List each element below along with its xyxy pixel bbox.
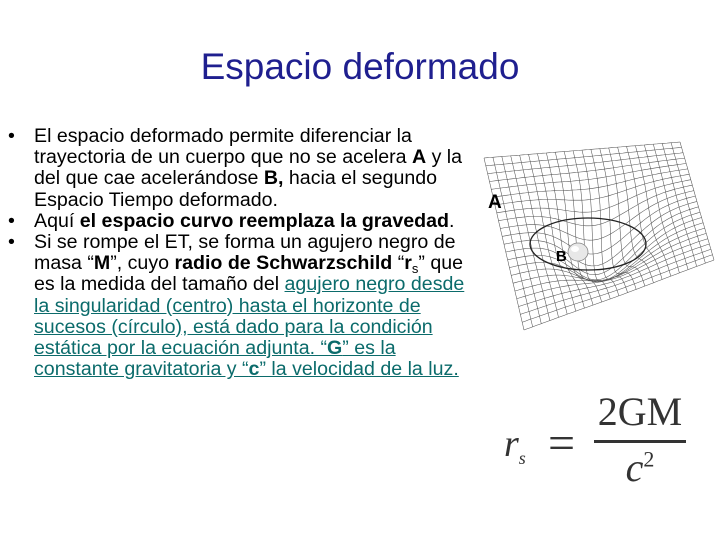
grid-line-v — [520, 249, 711, 314]
grid-line-u — [564, 152, 601, 303]
grid-line-v — [511, 223, 703, 282]
grid-line-u — [618, 147, 654, 283]
schwarzschild-formula — [500, 389, 700, 490]
label-b: B — [556, 248, 567, 265]
grid-line-u — [493, 157, 533, 326]
bullet-text: y la del que cae acelerándose — [34, 146, 463, 190]
bullet-item — [8, 211, 466, 232]
formula-lhs-subscript: s — [518, 448, 526, 468]
bullet-list — [8, 126, 466, 380]
grid-line-v — [491, 164, 686, 190]
grid-line-u — [653, 144, 688, 269]
bullet-text: s — [411, 261, 419, 277]
grid-line-u — [502, 157, 542, 324]
bullet-link-text[interactable]: ” es la constante gravitatoria y “ — [34, 337, 396, 381]
formula-lhs — [504, 422, 526, 466]
bullet-text: El espacio deformado permite diferenciar la trayectoria de un cuerpo que no se acelera — [34, 125, 412, 169]
bullet-link-text[interactable]: ” la velocidad de la luz. — [259, 358, 459, 381]
formula-r: r — [504, 423, 519, 465]
bullet-text: M — [93, 252, 111, 275]
bullet-text: A — [411, 146, 427, 169]
bullet-text: “ — [392, 252, 405, 275]
central-mass — [568, 243, 588, 261]
bullet-item — [8, 232, 466, 380]
grid-line-v — [522, 255, 712, 323]
spacetime-grid — [484, 142, 714, 330]
bullet-text: el espacio curvo reemplaza la gravedad — [79, 209, 449, 232]
grid-line-v — [509, 218, 701, 282]
formula-exponent: 2 — [643, 446, 655, 472]
bullet-text: ”, cuyo — [110, 252, 175, 275]
label-a: A — [488, 192, 502, 213]
bullet-text: B, — [263, 167, 284, 190]
grid-line-v — [490, 158, 685, 181]
grid-line-u — [627, 146, 663, 279]
fraction-bar — [594, 440, 686, 443]
formula-c: c — [625, 445, 644, 490]
bullet-link-text[interactable]: agujero negro desde la singularidad (centro) hasta el horizonte de sucesos (círculo), está dado para la condición estática por la ecuación adjunta. “ — [34, 273, 465, 360]
grid-line-v — [493, 169, 688, 197]
bullet-link-text[interactable]: G — [327, 337, 343, 360]
formula-equals: = — [548, 417, 576, 470]
formula-denominator — [592, 444, 688, 491]
bullet-text: r — [404, 252, 412, 275]
grid-line-u — [511, 156, 550, 321]
bullet-text: ” que es la medida del tamaño del — [34, 252, 464, 296]
bullet-text: hacia el segundo Espacio Tiempo deformado. — [34, 167, 438, 211]
grid-line-v — [497, 180, 691, 213]
grid-line-u — [662, 144, 697, 267]
grid-line-v — [499, 185, 693, 226]
bullet-text: . — [448, 209, 455, 232]
grid-line-v — [484, 142, 680, 158]
warped-spacetime-figure — [480, 140, 716, 338]
bullet-item — [8, 126, 466, 211]
mass-highlight — [571, 246, 579, 252]
grid-line-v — [519, 244, 710, 307]
formula-numerator: 2GM — [597, 389, 683, 434]
bullet-text: Aquí — [34, 209, 80, 232]
bullet-text: radio de Schwarzschild — [174, 252, 393, 275]
bullet-link-text[interactable]: c — [248, 358, 260, 381]
grid-line-v — [524, 260, 714, 330]
bullet-text: Si se rompe el ET, se forma un agujero negro de masa “ — [34, 231, 456, 275]
slide-title: Espacio deformado — [200, 46, 520, 87]
